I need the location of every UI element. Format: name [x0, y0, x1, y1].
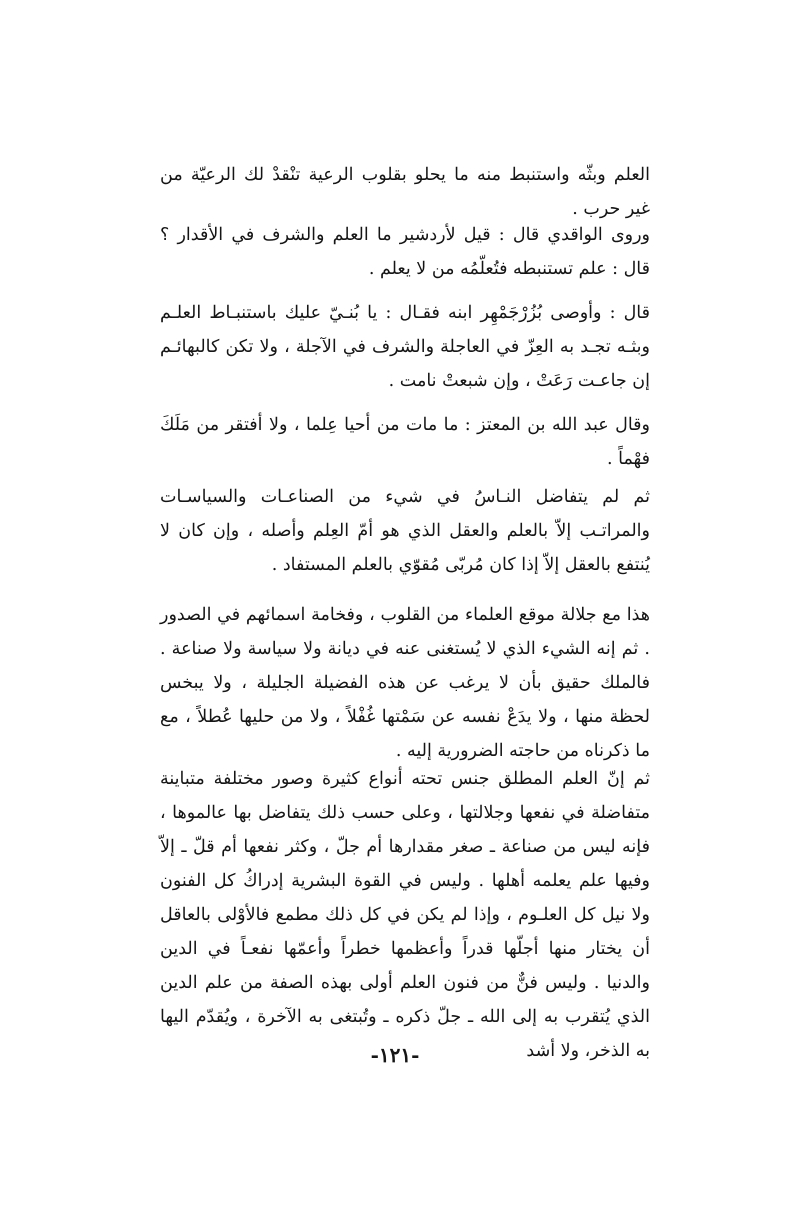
paragraph-2: وروى الواقدي قال : قيل لأردشير ما العلم والشرف في الأقدار ؟ قال : علم تستنبطه فتُعلّمُه من لا يعلم . — [160, 225, 650, 279]
paragraph-4: وقال عبد الله بن المعتز : ما مات من أحيا عِلما ، ولا أفتقر من مَلَكَ فهْماً . — [160, 415, 650, 469]
paragraph-1: العلم وبثّه واستنبط منه ما يحلو بقلوب الرعية تنْقدْ لك الرعيّة من غير حرب . — [160, 165, 650, 219]
paragraph-6: هذا مع جلالة موقع العلماء من القلوب ، وفخامة اسمائهم في الصدور . ثم إنه الشيء الذي لا يُستغنى عنه في ديانة ولا سياسة ولا صناعة . فالملك حقيق بأن لا يرغب عن هذه الفضيلة الجليلة ، ولا يبخس لحظة منها ، ولا يدَعْ نفسه عن سَمْتها غُفْلاً ، ولا من حليها عُطلاً ، مع ما ذكرناه من حاجته الضرورية إليه . — [160, 605, 650, 761]
paragraph-5: ثم لم يتفاضل النـاسُ في شيء من الصناعـات والسياسـات والمراتـب إلاّ بالعلم والعقل الذي هو أمّ العِلم وأصله ، وإن كان لا يُنتفع بالعقل إلاّ إذا كان مُربّى مُقوّي بالعلم المستفاد . — [160, 487, 650, 575]
paragraph-3: قال : وأوصى بُزُرْجَمْهِر ابنه فقـال : يا بُنـيّ عليك باستنبـاط العلـم وبثـه تجـد به العِزّ في العاجلة والشرف في الآجلة ، ولا تكن كالبهائـم إن جاعـت رَعَتْ ، وإن شبعتْ نامت . — [160, 303, 650, 391]
page-number: -١٢١- — [370, 1043, 420, 1067]
paragraph-7: ثم إنّ العلم المطلق جنس تحته أنواع كثيرة وصور مختلفة متباينة متفاضلة في نفعها وجلالتها ، وعلى حسب ذلك يتفاضل بها عالموها ، فإنه ليس من صناعة ـ صغر مقدارها أم جلّ ، وكثر نفعها أم قلّ ـ إلاّ وفيها علم يعلمه أهلها . وليس في القوة البشرية إدراكُ كل الفنون ولا نيل كل العلـوم ، وإذا لم يكن في كل ذلك مطمع فالأوْلى بالعاقل أن يختار منها أجلّها قدراً وأعظمها خطراً وأعمّها نفعـاً في الدين والدنيا . وليس فنٌّ من فنون العلم أولى بهذه الصفة من علم الدين الذي يُتقرب به إلى الله ـ جلّ ذكره ـ وتُبتغى به الآخرة ، ويُقدّم اليها به الذخر، ولا أشد — [160, 769, 650, 1061]
